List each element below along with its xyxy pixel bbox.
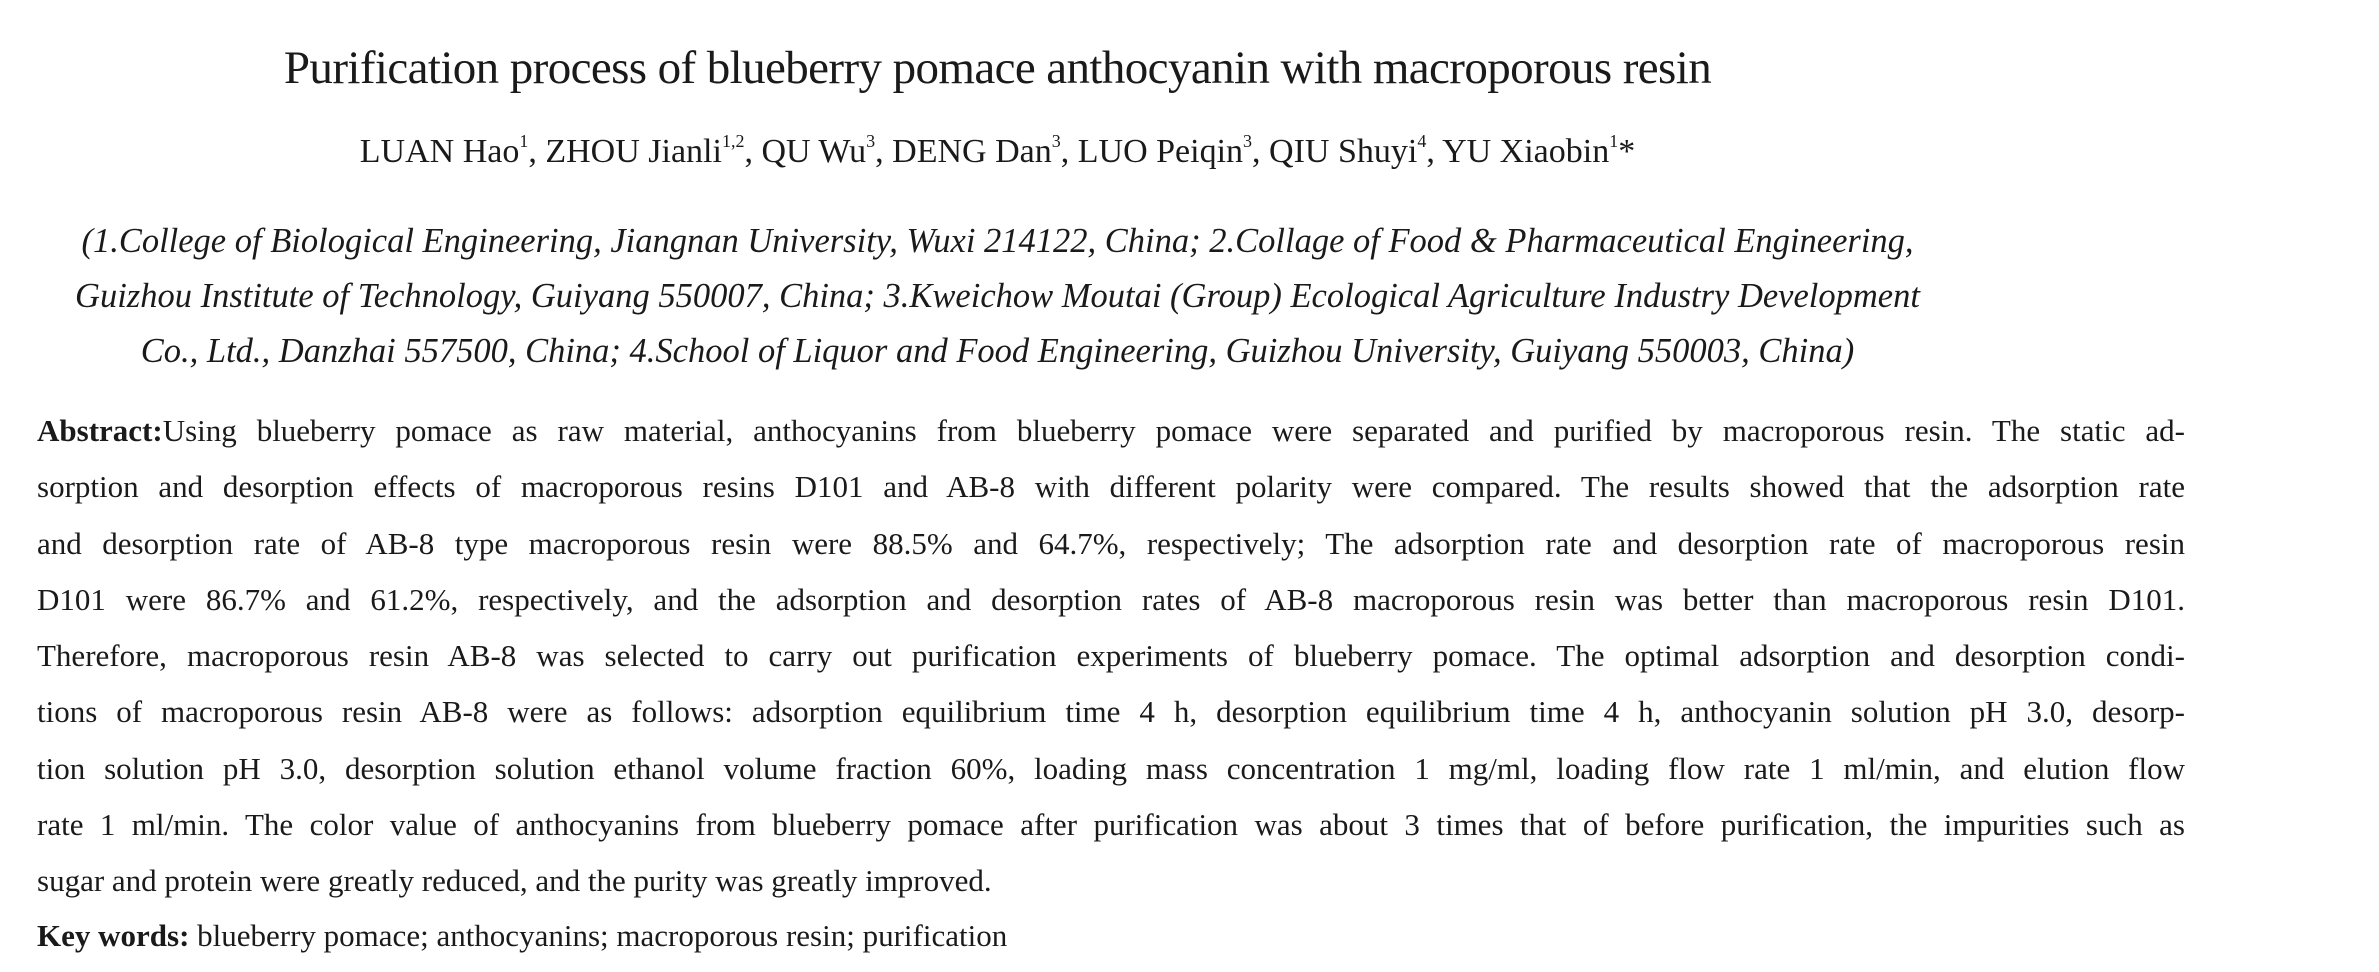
author-affiliation-mark: 1 [1609,130,1619,151]
author [1442,130,1636,170]
author [359,130,546,170]
author-separator: , [528,133,546,170]
abstract-line: Therefore, macroporous resin AB-8 was selected to carry out purification experiments of blueberry pomace. The optimal adsorption and desorption condi- [37,638,2185,674]
author [761,130,893,170]
author-affiliation-mark: 3 [1243,130,1253,151]
abstract-line: D101 were 86.7% and 61.2%, respectively, and the adsorption and desorption rates of AB-8 macroporous resin was better than macroporous resin D101. [37,581,2185,617]
author-name: LUO Peiqin [1077,133,1244,170]
keywords-text: blueberry pomace; anthocyanins; macroporous resin; purification [189,918,1008,953]
affiliation-line: (1.College of Biological Engineering, Jiangnan University, Wuxi 214122, China; 2.Collage of Food & Pharmaceutical Engineering, [81,222,1914,260]
author-name: LUAN Hao [359,133,520,170]
abstract-line: sorption and desorption effects of macroporous resins D101 and AB-8 with different polarity were compared. The results showed that the adsorption rate [37,469,2185,505]
abstract-line: rate 1 ml/min. The color value of anthocyanins from blueberry pomace after purification was about 3 times that of before purification, the impurities such as [37,807,2185,843]
author-separator: * [1618,133,1636,170]
abstract-line: and desorption rate of AB-8 type macroporous resin were 88.5% and 64.7%, respectively; The adsorption rate and desorption rate of macroporous resin [37,525,2185,561]
author-name: QU Wu [761,133,867,170]
author-separator: , [1426,133,1443,170]
author-separator: , [1060,133,1078,170]
author-affiliation-mark: 3 [1051,130,1061,151]
affiliation-line: Co., Ltd., Danzhai 557500, China; 4.School of Liquor and Food Engineering, Guizhou University, Guiyang 550003, China) [140,332,1855,370]
author-name: DENG Dan [892,133,1052,170]
author-name: QIU Shuyi [1269,133,1418,170]
abstract-line: sugar and protein were greatly reduced, and the purity was greatly improved. [37,863,992,899]
keywords-label: Key words: [37,918,190,953]
author-separator: , [1252,133,1270,170]
paper-title: Purification process of blueberry pomace anthocyanin with macroporous resin [283,42,1712,94]
author-list [0,130,1995,174]
keywords [37,908,1007,964]
author-affiliation-mark: 1 [519,130,529,151]
author-affiliation-mark: 4 [1417,130,1427,151]
abstract [37,403,2185,910]
author [892,130,1078,170]
affiliations [0,214,1995,379]
abstract-label: Abstract: [37,413,163,448]
author-name: YU Xiaobin [1442,133,1610,170]
author-name: ZHOU Jianli [545,133,722,170]
author [545,130,762,170]
author-affiliation-mark: 1,2 [721,130,745,151]
author-separator: , [875,133,893,170]
author-separator: , [744,133,762,170]
abstract-line: tions of macroporous resin AB-8 were as follows: adsorption equilibrium time 4 h, desorption equilibrium time 4 h, anthocyanin solution pH 3.0, desorp- [37,694,2185,730]
author-affiliation-mark: 3 [866,130,876,151]
author [1077,130,1270,170]
affiliation-line: Guizhou Institute of Technology, Guiyang 550007, China; 3.Kweichow Moutai (Group) Ecological Agriculture Industry Development [75,277,1920,315]
abstract-text: Using blueberry pomace as raw material, anthocyanins from blueberry pomace were separated and purified by macroporous resin. The static ad- [162,413,2185,448]
abstract-line [37,403,2185,459]
abstract-line: tion solution pH 3.0, desorption solution ethanol volume fraction 60%, loading mass concentration 1 mg/ml, loading flow rate 1 ml/min, and elution flow [37,750,2185,786]
author [1269,130,1443,170]
